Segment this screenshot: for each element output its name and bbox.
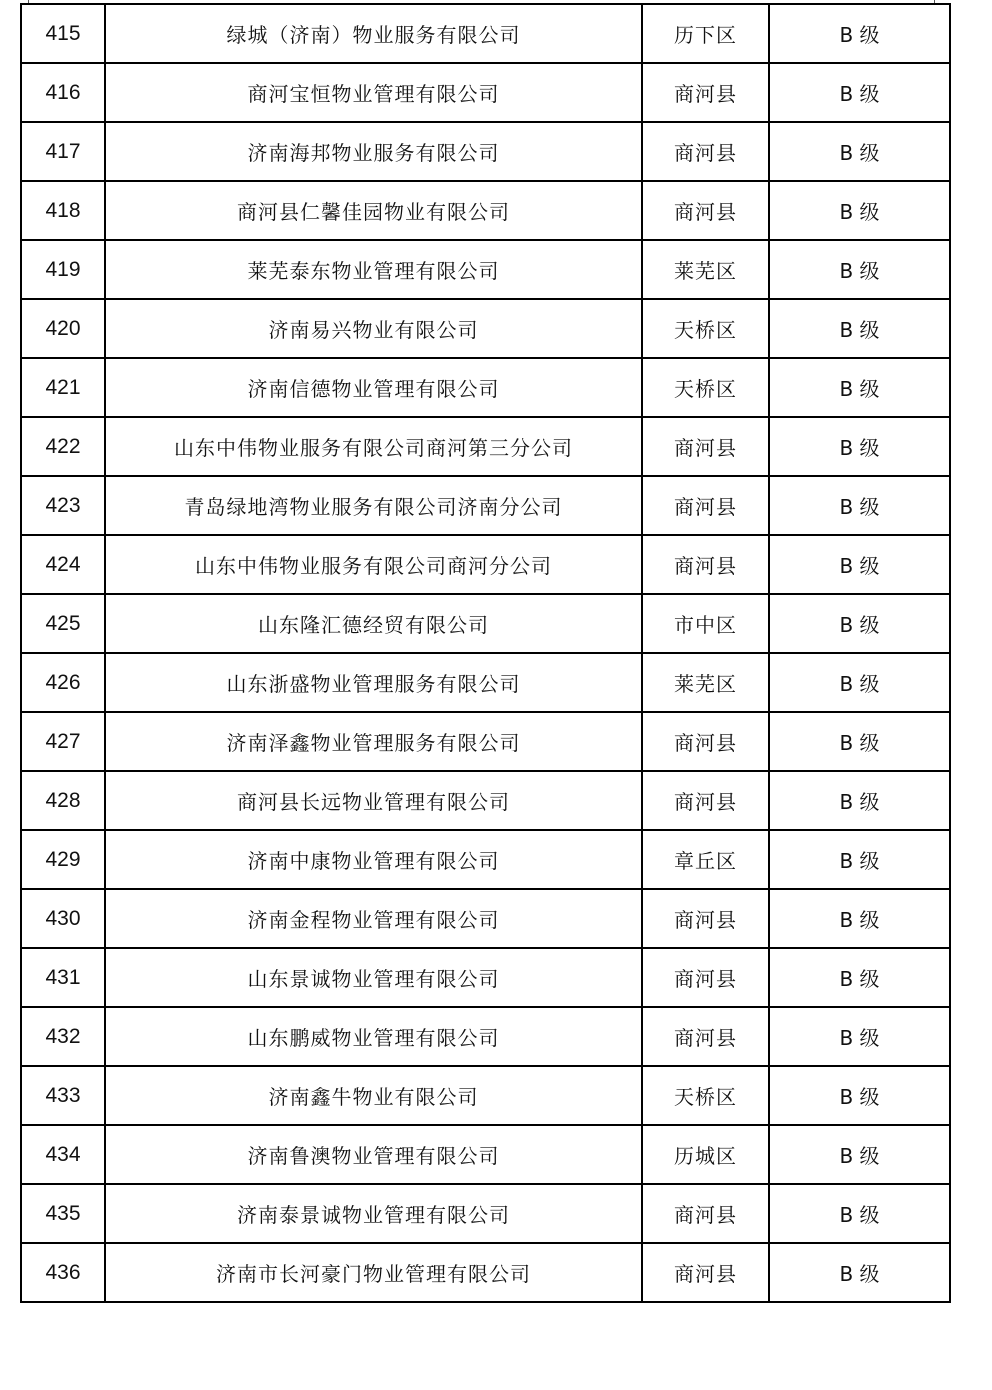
table-row xyxy=(21,4,950,63)
district-cell: 商河县 xyxy=(642,948,769,1007)
grade-cell: B 级 xyxy=(769,712,950,771)
row-number-cell: 430 xyxy=(21,889,105,948)
row-number-cell: 415 xyxy=(21,4,105,63)
grade-cell: B 级 xyxy=(769,653,950,712)
table-row xyxy=(21,181,950,240)
company-name-cell: 济南海邦物业服务有限公司 xyxy=(105,122,642,181)
row-number-cell: 431 xyxy=(21,948,105,1007)
district-cell: 章丘区 xyxy=(642,830,769,889)
company-name-cell: 济南鲁澳物业管理有限公司 xyxy=(105,1125,642,1184)
district-cell: 天桥区 xyxy=(642,1066,769,1125)
company-name-cell: 商河宝恒物业管理有限公司 xyxy=(105,63,642,122)
grade-cell: B 级 xyxy=(769,889,950,948)
district-cell: 莱芜区 xyxy=(642,240,769,299)
district-cell: 商河县 xyxy=(642,476,769,535)
company-name-cell: 青岛绿地湾物业服务有限公司济南分公司 xyxy=(105,476,642,535)
row-number-cell: 427 xyxy=(21,712,105,771)
grade-cell: B 级 xyxy=(769,535,950,594)
company-name-cell: 济南市长河豪门物业管理有限公司 xyxy=(105,1243,642,1302)
row-number-cell: 424 xyxy=(21,535,105,594)
district-cell: 莱芜区 xyxy=(642,653,769,712)
table-body xyxy=(21,4,950,1302)
table-row xyxy=(21,63,950,122)
table-row xyxy=(21,240,950,299)
district-cell: 商河县 xyxy=(642,535,769,594)
company-name-cell: 山东浙盛物业管理服务有限公司 xyxy=(105,653,642,712)
district-cell: 商河县 xyxy=(642,712,769,771)
table-row xyxy=(21,889,950,948)
grade-cell: B 级 xyxy=(769,240,950,299)
row-number-cell: 422 xyxy=(21,417,105,476)
row-number-cell: 423 xyxy=(21,476,105,535)
table-row xyxy=(21,948,950,1007)
district-cell: 商河县 xyxy=(642,417,769,476)
company-name-cell: 济南易兴物业有限公司 xyxy=(105,299,642,358)
grade-cell: B 级 xyxy=(769,181,950,240)
row-number-cell: 421 xyxy=(21,358,105,417)
table-row xyxy=(21,712,950,771)
row-number-cell: 417 xyxy=(21,122,105,181)
company-name-cell: 济南泰景诚物业管理有限公司 xyxy=(105,1184,642,1243)
company-rating-table xyxy=(20,3,951,1303)
district-cell: 商河县 xyxy=(642,771,769,830)
table-row xyxy=(21,1184,950,1243)
grade-cell: B 级 xyxy=(769,417,950,476)
table-row xyxy=(21,771,950,830)
company-name-cell: 绿城（济南）物业服务有限公司 xyxy=(105,4,642,63)
grade-cell: B 级 xyxy=(769,1125,950,1184)
row-number-cell: 428 xyxy=(21,771,105,830)
row-number-cell: 435 xyxy=(21,1184,105,1243)
row-number-cell: 429 xyxy=(21,830,105,889)
row-number-cell: 434 xyxy=(21,1125,105,1184)
row-number-cell: 420 xyxy=(21,299,105,358)
grade-cell: B 级 xyxy=(769,299,950,358)
company-name-cell: 济南金程物业管理有限公司 xyxy=(105,889,642,948)
district-cell: 商河县 xyxy=(642,181,769,240)
company-name-cell: 山东鹏威物业管理有限公司 xyxy=(105,1007,642,1066)
district-cell: 天桥区 xyxy=(642,358,769,417)
company-name-cell: 济南中康物业管理有限公司 xyxy=(105,830,642,889)
row-number-cell: 436 xyxy=(21,1243,105,1302)
table-row xyxy=(21,358,950,417)
company-name-cell: 山东隆汇德经贸有限公司 xyxy=(105,594,642,653)
company-name-cell: 山东中伟物业服务有限公司商河第三分公司 xyxy=(105,417,642,476)
table-row xyxy=(21,417,950,476)
district-cell: 商河县 xyxy=(642,122,769,181)
grade-cell: B 级 xyxy=(769,122,950,181)
company-name-cell: 商河县长远物业管理有限公司 xyxy=(105,771,642,830)
grade-cell: B 级 xyxy=(769,594,950,653)
row-number-cell: 416 xyxy=(21,63,105,122)
district-cell: 商河县 xyxy=(642,1243,769,1302)
table-row xyxy=(21,1066,950,1125)
grade-cell: B 级 xyxy=(769,1184,950,1243)
company-name-cell: 山东中伟物业服务有限公司商河分公司 xyxy=(105,535,642,594)
table-row xyxy=(21,1007,950,1066)
district-cell: 市中区 xyxy=(642,594,769,653)
grade-cell: B 级 xyxy=(769,476,950,535)
grade-cell: B 级 xyxy=(769,358,950,417)
company-name-cell: 莱芜泰东物业管理有限公司 xyxy=(105,240,642,299)
row-number-cell: 425 xyxy=(21,594,105,653)
table-row xyxy=(21,122,950,181)
row-number-cell: 433 xyxy=(21,1066,105,1125)
grade-cell: B 级 xyxy=(769,1066,950,1125)
table-row xyxy=(21,1243,950,1302)
grade-cell: B 级 xyxy=(769,4,950,63)
district-cell: 历下区 xyxy=(642,4,769,63)
row-number-cell: 432 xyxy=(21,1007,105,1066)
grade-cell: B 级 xyxy=(769,1243,950,1302)
table-row xyxy=(21,830,950,889)
table-row xyxy=(21,653,950,712)
row-number-cell: 419 xyxy=(21,240,105,299)
grade-cell: B 级 xyxy=(769,948,950,1007)
district-cell: 天桥区 xyxy=(642,299,769,358)
company-name-cell: 济南泽鑫物业管理服务有限公司 xyxy=(105,712,642,771)
table-row xyxy=(21,476,950,535)
table-row xyxy=(21,535,950,594)
grade-cell: B 级 xyxy=(769,771,950,830)
grade-cell: B 级 xyxy=(769,830,950,889)
company-name-cell: 济南信德物业管理有限公司 xyxy=(105,358,642,417)
company-name-cell: 商河县仁馨佳园物业有限公司 xyxy=(105,181,642,240)
grade-cell: B 级 xyxy=(769,63,950,122)
company-name-cell: 山东景诚物业管理有限公司 xyxy=(105,948,642,1007)
table-row xyxy=(21,299,950,358)
district-cell: 历城区 xyxy=(642,1125,769,1184)
row-number-cell: 418 xyxy=(21,181,105,240)
district-cell: 商河县 xyxy=(642,1184,769,1243)
table-row xyxy=(21,1125,950,1184)
row-number-cell: 426 xyxy=(21,653,105,712)
company-name-cell: 济南鑫牛物业有限公司 xyxy=(105,1066,642,1125)
grade-cell: B 级 xyxy=(769,1007,950,1066)
table-row xyxy=(21,594,950,653)
district-cell: 商河县 xyxy=(642,63,769,122)
district-cell: 商河县 xyxy=(642,1007,769,1066)
district-cell: 商河县 xyxy=(642,889,769,948)
